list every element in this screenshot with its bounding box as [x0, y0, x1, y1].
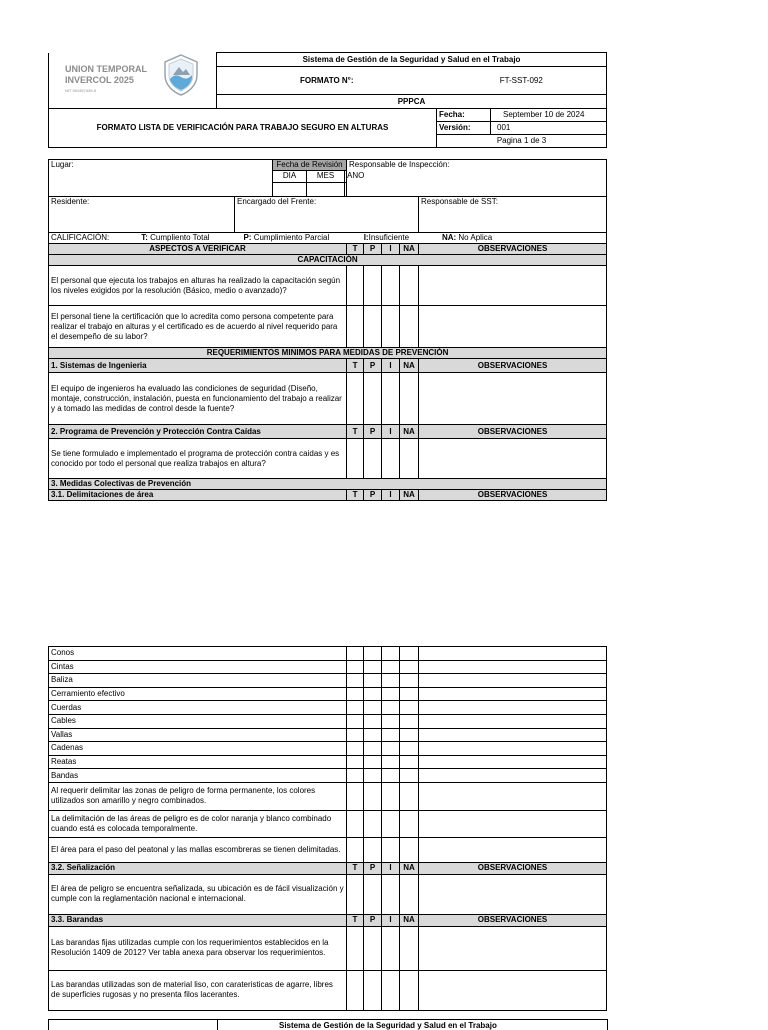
list-item — [49, 647, 607, 661]
obs-header: OBSERVACIONES — [419, 862, 607, 874]
na-cell[interactable] — [400, 306, 419, 348]
na-cell[interactable] — [400, 701, 419, 715]
item-text: El área para el paso del peatonal y las mallas escombreras se tienen delimitadas. — [49, 837, 347, 862]
list-item — [49, 687, 607, 701]
obs-cell[interactable] — [419, 970, 607, 1010]
next-page-system-title: Sistema de Gestión de la Seguridad y Salud en el Trabajo — [279, 1021, 497, 1030]
section-2-title: 2. Programa de Prevención y Protección Contra Caídas — [49, 425, 347, 439]
legend-p-text: Cumplimiento Parcial — [251, 233, 330, 242]
i-cell[interactable] — [382, 266, 400, 306]
na-cell[interactable] — [400, 810, 419, 837]
t-cell[interactable] — [347, 687, 364, 701]
p-cell[interactable] — [364, 782, 382, 810]
obs-cell[interactable] — [419, 266, 607, 306]
na-cell[interactable] — [400, 742, 419, 756]
col-na-header: NA — [400, 862, 419, 874]
t-cell[interactable] — [347, 660, 364, 674]
na-cell[interactable] — [400, 926, 419, 970]
obs-cell[interactable] — [419, 874, 607, 914]
list-item — [49, 755, 607, 769]
item-text: Cuerdas — [49, 701, 347, 715]
system-title: Sistema de Gestión de la Seguridad y Salud en el Trabajo — [217, 53, 607, 67]
i-cell[interactable] — [382, 728, 400, 742]
i-cell[interactable] — [382, 687, 400, 701]
aspectos-header: ASPECTOS A VERIFICAR — [49, 244, 347, 255]
obs-cell[interactable] — [419, 728, 607, 742]
legend-t-text: Cumpliento Total — [147, 233, 210, 242]
p-cell[interactable] — [364, 810, 382, 837]
na-cell[interactable] — [400, 266, 419, 306]
t-cell[interactable] — [347, 439, 364, 479]
responsable-inspeccion-field[interactable]: Responsable de Inspección: — [347, 160, 607, 197]
section-1-title: 1. Sistemas de Ingenieria — [49, 359, 347, 373]
i-cell[interactable] — [382, 837, 400, 862]
t-cell[interactable] — [347, 728, 364, 742]
i-cell[interactable] — [382, 701, 400, 715]
na-cell[interactable] — [400, 647, 419, 661]
item-text: El equipo de ingenieros ha evaluado las condiciones de seguridad (Diseño, montaje, construcción, instalación, puesta en funcionamiento del trabajo a realizar y a tomado las medidas de control desde la fuente? — [49, 373, 347, 425]
list-item — [49, 660, 607, 674]
obs-header: OBSERVACIONES — [419, 244, 607, 255]
p-cell[interactable] — [364, 660, 382, 674]
i-cell[interactable] — [382, 926, 400, 970]
p-cell[interactable] — [364, 306, 382, 348]
col-na-header: NA — [400, 244, 419, 255]
obs-cell[interactable] — [419, 647, 607, 661]
p-cell[interactable] — [364, 647, 382, 661]
col-p-header: P — [364, 425, 382, 439]
col-i-header: I — [382, 490, 400, 501]
t-cell[interactable] — [347, 755, 364, 769]
list-item — [49, 769, 607, 783]
legend-na-text: No Aplica — [456, 233, 493, 242]
i-cell[interactable] — [382, 674, 400, 688]
obs-cell[interactable] — [419, 701, 607, 715]
i-cell[interactable] — [382, 874, 400, 914]
legend-p-key: P: — [243, 233, 252, 242]
item-text: Conos — [49, 647, 347, 661]
item-text: Al requerir delimitar las zonas de peligro de forma permanente, los colores utilizados son amarillo y negro combinados. — [49, 782, 347, 810]
na-cell[interactable] — [400, 687, 419, 701]
residente-field[interactable]: Residente: — [49, 197, 235, 233]
obs-cell[interactable] — [419, 687, 607, 701]
p-cell[interactable] — [364, 970, 382, 1010]
p-cell[interactable] — [364, 701, 382, 715]
mes-input[interactable] — [307, 183, 345, 197]
p-cell[interactable] — [364, 728, 382, 742]
encargado-field[interactable]: Encargado del Frente: — [235, 197, 347, 233]
obs-cell[interactable] — [419, 714, 607, 728]
dia-label: DIA — [273, 171, 307, 183]
table-row — [49, 373, 607, 425]
na-cell[interactable] — [400, 728, 419, 742]
table-row — [49, 837, 607, 862]
na-cell[interactable] — [400, 373, 419, 425]
list-item — [49, 701, 607, 715]
table-row — [49, 306, 607, 348]
list-item — [49, 728, 607, 742]
col-na-header: NA — [400, 425, 419, 439]
item-text: La delimitación de las áreas de peligro es de color naranja y blanco combinado cuando está es colocada temporalmente. — [49, 810, 347, 837]
col-na-header: NA — [400, 359, 419, 373]
section-3-2-title: 3.2. Señalización — [49, 862, 347, 874]
p-cell[interactable] — [364, 769, 382, 783]
fecha-value: September 10 de 2024 — [491, 109, 607, 122]
i-cell[interactable] — [382, 439, 400, 479]
p-cell[interactable] — [364, 266, 382, 306]
t-cell[interactable] — [347, 769, 364, 783]
version-label: Versión: — [437, 122, 491, 135]
p-cell[interactable] — [364, 373, 382, 425]
item-text: Baliza — [49, 674, 347, 688]
col-p-header: P — [364, 914, 382, 926]
obs-cell[interactable] — [419, 926, 607, 970]
list-item — [49, 674, 607, 688]
na-cell[interactable] — [400, 674, 419, 688]
na-cell[interactable] — [400, 714, 419, 728]
obs-cell[interactable] — [419, 782, 607, 810]
obs-header: OBSERVACIONES — [419, 425, 607, 439]
na-cell[interactable] — [400, 439, 419, 479]
table-row — [49, 926, 607, 970]
list-item — [49, 714, 607, 728]
responsable-sst-field[interactable]: Responsable de SST: — [419, 197, 607, 233]
ano-label: ANO — [345, 171, 347, 183]
t-cell[interactable] — [347, 742, 364, 756]
t-cell[interactable] — [347, 810, 364, 837]
company-nit: NIT 901957439-5 — [65, 87, 97, 93]
obs-cell[interactable] — [419, 810, 607, 837]
t-cell[interactable] — [347, 674, 364, 688]
fecha-revision-label: Fecha de Revisión — [273, 160, 347, 171]
item-text: Cadenas — [49, 742, 347, 756]
col-i-header: I — [382, 862, 400, 874]
i-cell[interactable] — [382, 714, 400, 728]
t-cell[interactable] — [347, 782, 364, 810]
i-cell[interactable] — [382, 769, 400, 783]
obs-cell[interactable] — [419, 742, 607, 756]
p-cell[interactable] — [364, 755, 382, 769]
obs-cell[interactable] — [419, 755, 607, 769]
i-cell[interactable] — [382, 660, 400, 674]
t-cell[interactable] — [347, 266, 364, 306]
formato-code: FT-SST-092 — [437, 67, 607, 95]
item-text: Cerramiento efectivo — [49, 687, 347, 701]
na-cell[interactable] — [400, 782, 419, 810]
na-cell[interactable] — [400, 874, 419, 914]
obs-header: OBSERVACIONES — [419, 490, 607, 501]
table-row — [49, 266, 607, 306]
i-cell[interactable] — [382, 647, 400, 661]
legend-i-key: I: — [363, 233, 369, 242]
item-text: El personal tiene la certificación que lo acredita como persona competente para realizar el trabajo en alturas y el certificado es de acuerdo al nivel requerido para el desempeño de su labor? — [49, 306, 347, 348]
company-name: UNION TEMPORAL INVERCOL 2025 — [65, 63, 147, 85]
p-cell[interactable] — [364, 674, 382, 688]
col-na-header: NA — [400, 914, 419, 926]
ano-input[interactable] — [345, 183, 347, 197]
col-i-header: I — [382, 914, 400, 926]
lugar-field[interactable]: Lugar: — [49, 160, 235, 197]
obs-cell[interactable] — [419, 674, 607, 688]
table-row — [49, 782, 607, 810]
na-cell[interactable] — [400, 837, 419, 862]
col-t-header: T — [347, 425, 364, 439]
col-t-header: T — [347, 862, 364, 874]
na-cell[interactable] — [400, 660, 419, 674]
na-cell[interactable] — [400, 769, 419, 783]
col-i-header: I — [382, 359, 400, 373]
fecha-label: Fecha: — [437, 109, 491, 122]
na-cell[interactable] — [400, 970, 419, 1010]
legend-t-key: T: — [141, 233, 148, 242]
dia-input[interactable] — [273, 183, 307, 197]
item-text: El personal que ejecuta los trabajos en alturas ha realizado la capacitación según los niveles exigidos por la resolución (Básico, medio o avanzado)? — [49, 266, 347, 306]
i-cell[interactable] — [382, 810, 400, 837]
col-t-header: T — [347, 244, 364, 255]
company-logo — [49, 53, 217, 109]
p-cell[interactable] — [364, 439, 382, 479]
calificacion-label: CALIFICACIÓN: — [51, 233, 110, 242]
col-t-header: T — [347, 914, 364, 926]
calificacion-legend — [49, 233, 607, 244]
next-page-header — [48, 1019, 608, 1030]
table-row — [49, 970, 607, 1010]
checklist-table — [48, 159, 607, 501]
form-title: FORMATO LISTA DE VERIFICACIÓN PARA TRABAJO SEGURO EN ALTURAS — [49, 109, 437, 148]
col-p-header: P — [364, 490, 382, 501]
checklist-continuation — [48, 646, 607, 1011]
program-name: PPPCA — [217, 95, 607, 109]
page-number: Pagina 1 de 3 — [437, 135, 607, 148]
item-text: Bandas — [49, 769, 347, 783]
section-capacitacion: CAPACITACIÓN — [49, 255, 607, 266]
version-value: 001 — [491, 122, 607, 135]
col-t-header: T — [347, 490, 364, 501]
formato-label: FORMATO N°: — [217, 67, 437, 95]
item-text: Se tiene formulado e implementado el programa de protección contra caidas y es conocido por todo el personal que realiza trabajos en altura? — [49, 439, 347, 479]
t-cell[interactable] — [347, 837, 364, 862]
obs-cell[interactable] — [419, 439, 607, 479]
t-cell[interactable] — [347, 874, 364, 914]
p-cell[interactable] — [364, 926, 382, 970]
obs-cell[interactable] — [419, 769, 607, 783]
section-req-minimos: REQUERIMIENTOS MINIMOS PARA MEDIDAS DE PREVENCIÓN — [49, 348, 607, 359]
legend-i-text: Insuficiente — [368, 233, 410, 242]
col-p-header: P — [364, 244, 382, 255]
i-cell[interactable] — [382, 373, 400, 425]
t-cell[interactable] — [347, 647, 364, 661]
section-3-3-title: 3.3. Barandas — [49, 914, 347, 926]
mes-label: MES — [307, 171, 345, 183]
obs-cell[interactable] — [419, 306, 607, 348]
p-cell[interactable] — [364, 837, 382, 862]
col-p-header: P — [364, 359, 382, 373]
item-text: Cintas — [49, 660, 347, 674]
obs-cell[interactable] — [419, 373, 607, 425]
item-text: Cables — [49, 714, 347, 728]
i-cell[interactable] — [382, 742, 400, 756]
i-cell[interactable] — [382, 970, 400, 1010]
na-cell[interactable] — [400, 755, 419, 769]
t-cell[interactable] — [347, 701, 364, 715]
p-cell[interactable] — [364, 687, 382, 701]
col-i-header: I — [382, 425, 400, 439]
item-text: Las barandas fijas utilizadas cumple con los requerimientos establecidos en la Resolución 1409 de 2012? Ver tabla anexa para observar los requerimientos. — [49, 926, 347, 970]
col-na-header: NA — [400, 490, 419, 501]
obs-cell[interactable] — [419, 660, 607, 674]
item-text: Reatas — [49, 755, 347, 769]
col-i-header: I — [382, 244, 400, 255]
legend-na-key: NA: — [441, 233, 457, 242]
col-p-header: P — [364, 862, 382, 874]
table-row — [49, 439, 607, 479]
p-cell[interactable] — [364, 742, 382, 756]
p-cell[interactable] — [364, 874, 382, 914]
shield-logo-icon — [161, 53, 201, 97]
section-3-title: 3. Medidas Colectivas de Prevención — [49, 479, 607, 490]
list-item — [49, 742, 607, 756]
obs-header: OBSERVACIONES — [419, 359, 607, 373]
i-cell[interactable] — [382, 755, 400, 769]
section-3-1-title: 3.1. Delimitaciones de área — [49, 490, 347, 501]
i-cell[interactable] — [382, 306, 400, 348]
table-row — [49, 810, 607, 837]
obs-cell[interactable] — [419, 837, 607, 862]
col-t-header: T — [347, 359, 364, 373]
i-cell[interactable] — [382, 782, 400, 810]
p-cell[interactable] — [364, 714, 382, 728]
form-header — [48, 52, 607, 148]
t-cell[interactable] — [347, 970, 364, 1010]
item-text: Las barandas utilizadas son de material liso, con carateristicas de agarre, libres de superficies rugosas y no presenta filos lacerantes. — [49, 970, 347, 1010]
t-cell[interactable] — [347, 373, 364, 425]
t-cell[interactable] — [347, 306, 364, 348]
t-cell[interactable] — [347, 926, 364, 970]
obs-header: OBSERVACIONES — [419, 914, 607, 926]
item-text: El área de peligro se encuentra señalizada, su ubicación es de fácil visualización y cumple con la reglamentación nacional e internacional. — [49, 874, 347, 914]
t-cell[interactable] — [347, 714, 364, 728]
item-text: Vallas — [49, 728, 347, 742]
table-row — [49, 874, 607, 914]
